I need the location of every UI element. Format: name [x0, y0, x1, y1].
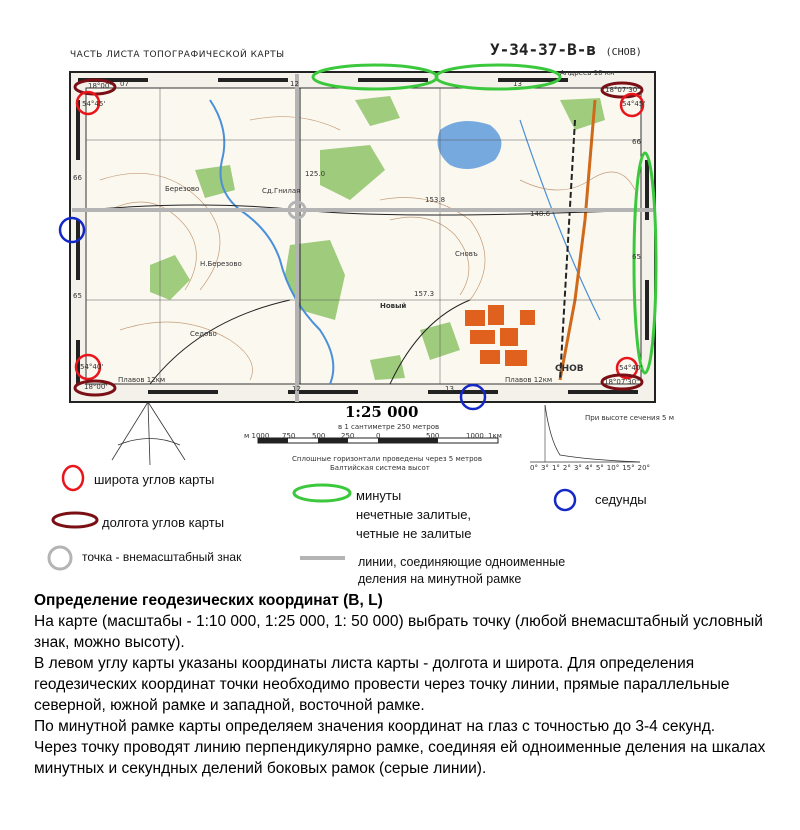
elevation-mark: 125.0 [305, 170, 326, 178]
grid-label-left-1: 66 [73, 174, 82, 182]
grid-label-top-3: 13 [513, 80, 522, 88]
grid-label-top-2: 12 [290, 80, 299, 88]
sw-longitude-label: 18°00' [84, 383, 108, 391]
grid-label-right-2: 65 [632, 253, 641, 261]
grid-label-right-1: 66 [632, 138, 641, 146]
scale-subtitle: в 1 сантиметре 250 метров [338, 423, 440, 431]
elevation-mark: 157.3 [414, 290, 435, 298]
sheet-id [490, 40, 642, 59]
place-label: Березово [165, 185, 200, 193]
scale-mark: 0 [376, 432, 381, 440]
slope-tick: 4° [584, 464, 593, 472]
instructions-paragraph: По минутной рамке карты определяем значения координат на глаз с точностью до 3-4 секунд. [34, 718, 716, 735]
scale-mark: м 1000 [244, 432, 270, 440]
slope-tick: 20° [637, 464, 651, 472]
legend-point-label: точка - внемасштабный знак [82, 550, 242, 564]
legend-lines-line2: деления на минутной рамке [358, 572, 522, 586]
scale-ratio: 1:25 000 [345, 403, 419, 421]
slope-tick: 5° [595, 464, 604, 472]
legend-minutes-line1: минуты [356, 488, 402, 503]
sw-latitude-label: 54°40' [80, 363, 104, 371]
scale-mark: 250 [341, 432, 355, 440]
legend-gray-circle-icon [49, 547, 71, 569]
slope-tick: 0° [530, 464, 538, 472]
legend-longitude-label: долгота углов карты [102, 515, 225, 530]
minute-frame-left [76, 100, 80, 385]
legend-red-circle-icon [63, 466, 83, 490]
legend-blue-circle-icon [555, 490, 575, 510]
frame-label-bottom-left: Плавов 12км [118, 376, 166, 384]
se-longitude-label: 18°07'30" [604, 378, 640, 386]
legend-latitude-label: широта углов карты [94, 472, 215, 487]
scale-mark: 500 [312, 432, 326, 440]
slope-tick: 3° [540, 464, 549, 472]
slope-tick: 15° [622, 464, 635, 472]
frame-label-bottom: Плавов 12км [505, 376, 553, 384]
scale-mark: 1км [488, 432, 502, 440]
instructions-text [34, 590, 779, 779]
grid-label-left-2: 65 [73, 292, 82, 300]
elevation-mark: 148.6 [530, 210, 551, 218]
contour-note: Сплошные горизонтали проведены через 5 метров [292, 455, 482, 463]
legend-seconds-label: седунды [595, 492, 647, 507]
height-system-note: Балтийская система высот [330, 464, 430, 472]
lake [438, 121, 502, 169]
map-inner-area [86, 88, 641, 384]
instructions-title: Определение геодезических координат (B, L) [34, 592, 383, 609]
instructions-paragraph: На карте (масштабы - 1:10 000, 1:25 000, 1: 50 000) выбрать точку (любой внемасштабный условный знак, можно высоту). [34, 613, 763, 651]
legend-minutes-label [356, 486, 471, 543]
slope-tick: 1° [551, 464, 560, 472]
legend-lines-line1: линии, соединяющие одноименные [358, 555, 566, 569]
place-label: Седово [190, 330, 217, 338]
legend-green-ellipse-icon [294, 485, 350, 501]
scale-mark: 750 [282, 432, 296, 440]
grid-label-bottom-2: 13 [445, 385, 454, 393]
slope-scale-label: При высоте сечения 5 м [585, 414, 674, 422]
sheet-name: (СНОВ) [605, 47, 642, 58]
place-label: СНОВ [555, 364, 584, 374]
nw-latitude-label: 54°45' [82, 100, 106, 108]
legend-minutes-line2: нечетные залитые, [356, 507, 472, 522]
legend-minutes-line3: четные не залитые [356, 526, 472, 541]
legend-dark-red-ellipse-icon [53, 513, 97, 527]
elevation-mark: 153.8 [425, 196, 446, 204]
ne-longitude-label: 18°07'30" [605, 86, 641, 94]
grid-label-top-1: 07 [120, 80, 129, 88]
nw-longitude-label: 18°00' [88, 82, 112, 90]
place-label: Сд.Гнилая [262, 187, 301, 195]
ne-latitude-label: 54°45' [622, 100, 646, 108]
slope-tick: 2° [562, 464, 571, 472]
instructions-paragraph: Через точку проводят линию перпендикулярно рамке, соединяя ей одноименные деления на шкалах минутных и секундных делений боковых рамок (серые линии). [34, 739, 766, 777]
map-header-title: ЧАСТЬ ЛИСТА ТОПОГРАФИЧЕСКОЙ КАРТЫ [70, 50, 285, 60]
scale-mark: 1000 [466, 432, 484, 440]
se-latitude-label: 54°40' [619, 364, 643, 372]
slope-tick: 10° [606, 464, 620, 472]
grid-label-bottom-1: 12 [292, 385, 301, 393]
sheet-number: У-34-37-В-в [490, 40, 596, 59]
place-label: Сновъ [455, 250, 478, 258]
place-label: Н.Березово [200, 260, 242, 268]
slope-tick: 3° [573, 464, 582, 472]
place-label: Новый [380, 302, 407, 310]
legend-lines-label [358, 554, 565, 588]
instructions-paragraph: В левом углу карты указаны координаты листа карты - долгота и широта. Для определения геодезических координат точки необходимо провести через точку линии, прямые параллельные северной, южной рамке и западной, восточной рамке. [34, 655, 730, 714]
scale-mark: 500 [426, 432, 440, 440]
frame-label-top: Андреев 10 км [560, 69, 615, 77]
